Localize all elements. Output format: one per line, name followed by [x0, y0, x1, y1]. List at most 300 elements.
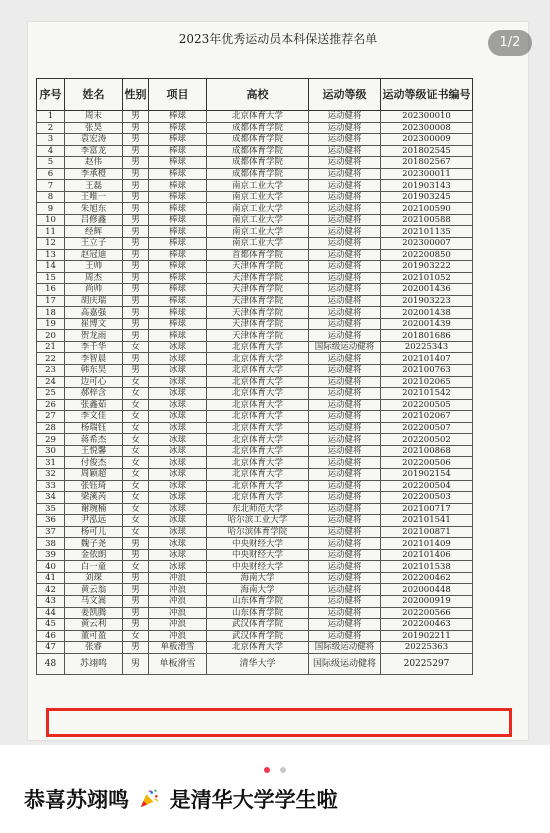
- cell: 中央财经大学: [207, 561, 309, 573]
- cell: 冰球: [149, 376, 207, 388]
- cell: 男: [123, 134, 149, 146]
- cell: 蒋希杰: [65, 434, 123, 446]
- highlight-box: [46, 708, 512, 737]
- cell: 202200503: [381, 492, 473, 504]
- cell: 李千华: [65, 341, 123, 353]
- cell: 棒球: [149, 214, 207, 226]
- cell: 运动健将: [309, 480, 381, 492]
- cell: 北京体育大学: [207, 353, 309, 365]
- cell: 冰球: [149, 411, 207, 423]
- cell: 冰球: [149, 526, 207, 538]
- cell: 27: [37, 411, 65, 423]
- cell: 运动健将: [309, 261, 381, 273]
- cell: 冰球: [149, 341, 207, 353]
- cell: 44: [37, 607, 65, 619]
- header-certificate: 运动等级证书编号: [381, 79, 473, 111]
- cell: 201802567: [381, 157, 473, 169]
- cell: 男: [123, 203, 149, 215]
- table-row: [37, 595, 473, 607]
- cell: 女: [123, 388, 149, 400]
- cell: 202200463: [381, 619, 473, 631]
- cell: 棒球: [149, 168, 207, 180]
- cell: 男: [123, 572, 149, 584]
- cell: 运动健将: [309, 318, 381, 330]
- cell: 李承橙: [65, 168, 123, 180]
- cell: 45: [37, 619, 65, 631]
- table-row: [37, 526, 473, 538]
- cell: 运动健将: [309, 607, 381, 619]
- cell: 7: [37, 180, 65, 192]
- cell: 41: [37, 572, 65, 584]
- cell: 运动健将: [309, 388, 381, 400]
- cell: 201903143: [381, 180, 473, 192]
- cell: 冲浪: [149, 619, 207, 631]
- cell: 运动健将: [309, 330, 381, 342]
- cell: 胡庆瑞: [65, 295, 123, 307]
- cell: 运动健将: [309, 191, 381, 203]
- cell: 42: [37, 584, 65, 596]
- table-row: [37, 411, 473, 423]
- cell: 202100590: [381, 203, 473, 215]
- cell: 男: [123, 353, 149, 365]
- cell: 31: [37, 457, 65, 469]
- cell: 男: [123, 168, 149, 180]
- cell: 李智晨: [65, 353, 123, 365]
- cell: 刘琛: [65, 572, 123, 584]
- cell: 男: [123, 538, 149, 550]
- cell: 梁溪芮: [65, 492, 123, 504]
- cell: 男: [123, 145, 149, 157]
- cell: 哈尔滨体育学院: [207, 526, 309, 538]
- cell: 22: [37, 353, 65, 365]
- cell: 11: [37, 226, 65, 238]
- cell: 南京工业大学: [207, 180, 309, 192]
- cell: 杨可儿: [65, 526, 123, 538]
- carousel-dot-2[interactable]: [280, 767, 286, 773]
- table-row: [37, 434, 473, 446]
- cell: 运动健将: [309, 134, 381, 146]
- cell: 30: [37, 445, 65, 457]
- cell: 冰球: [149, 353, 207, 365]
- cell: 山东体育学院: [207, 607, 309, 619]
- table-row: [37, 203, 473, 215]
- cell: 张睿: [65, 642, 123, 654]
- table-row: [37, 330, 473, 342]
- table-row: [37, 238, 473, 250]
- table-row: [37, 214, 473, 226]
- cell: 天津体育学院: [207, 307, 309, 319]
- cell: 女: [123, 630, 149, 642]
- cell: 运动健将: [309, 226, 381, 238]
- table-row: [37, 111, 473, 123]
- cell: 棒球: [149, 249, 207, 261]
- cell: 20225363: [381, 642, 473, 654]
- cell: 202200507: [381, 422, 473, 434]
- cell: 202200506: [381, 457, 473, 469]
- cell: 冰球: [149, 434, 207, 446]
- cell: 202001436: [381, 284, 473, 296]
- cell: 运动健将: [309, 399, 381, 411]
- cell: 姜凯腾: [65, 607, 123, 619]
- table-row: [37, 284, 473, 296]
- cell: 运动健将: [309, 111, 381, 123]
- cell: 周颖超: [65, 468, 123, 480]
- cell: 单板滑雪: [149, 653, 207, 674]
- cell: 202001439: [381, 318, 473, 330]
- cell: 男: [123, 157, 149, 169]
- table-row: [37, 468, 473, 480]
- cell: 冰球: [149, 561, 207, 573]
- cell: 202300009: [381, 134, 473, 146]
- cell: 201902211: [381, 630, 473, 642]
- cell: 白一童: [65, 561, 123, 573]
- cell: 202300008: [381, 122, 473, 134]
- table-row: [37, 515, 473, 527]
- cell: 棒球: [149, 295, 207, 307]
- cell: 运动健将: [309, 122, 381, 134]
- cell: 李文佳: [65, 411, 123, 423]
- page-indicator: 1/2: [488, 30, 532, 56]
- cell: 棒球: [149, 157, 207, 169]
- document-title: 2023年优秀运动员本科保送推荐名单: [178, 32, 378, 46]
- cell: 成都体育学院: [207, 157, 309, 169]
- cell: 男: [123, 653, 149, 674]
- cell: 尚帅: [65, 284, 123, 296]
- nominee-table: [36, 78, 473, 675]
- cell: 海南大学: [207, 584, 309, 596]
- cell: 26: [37, 399, 65, 411]
- cell: 女: [123, 468, 149, 480]
- cell: 冰球: [149, 445, 207, 457]
- table-row: [37, 549, 473, 561]
- cell: 冰球: [149, 457, 207, 469]
- cell: 男: [123, 619, 149, 631]
- cell: 中央财经大学: [207, 538, 309, 550]
- cell: 北京体育大学: [207, 341, 309, 353]
- cell: 北京体育大学: [207, 365, 309, 377]
- cell: 冰球: [149, 538, 207, 550]
- cell: 周末: [65, 111, 123, 123]
- cell: 北京体育大学: [207, 492, 309, 504]
- cell: 董可盈: [65, 630, 123, 642]
- cell: 9: [37, 203, 65, 215]
- cell: 35: [37, 503, 65, 515]
- cell: 棒球: [149, 111, 207, 123]
- cell: 23: [37, 365, 65, 377]
- cell: 202101542: [381, 388, 473, 400]
- cell: 13: [37, 249, 65, 261]
- cell: 女: [123, 445, 149, 457]
- table-row: [37, 422, 473, 434]
- caption-text-start: 恭喜苏翊鸣: [24, 788, 129, 812]
- post-caption: [24, 784, 338, 814]
- cell: 16: [37, 284, 65, 296]
- cell: 冰球: [149, 503, 207, 515]
- cell: 运动健将: [309, 168, 381, 180]
- cell: 棒球: [149, 180, 207, 192]
- cell: 运动健将: [309, 434, 381, 446]
- cell: 202102067: [381, 411, 473, 423]
- cell: 10: [37, 214, 65, 226]
- table-row: [37, 318, 473, 330]
- cell: 天津体育学院: [207, 330, 309, 342]
- cell: 运动健将: [309, 214, 381, 226]
- cell: 33: [37, 480, 65, 492]
- cell: 20225343: [381, 341, 473, 353]
- cell: 运动健将: [309, 549, 381, 561]
- cell: 女: [123, 399, 149, 411]
- cell: 女: [123, 422, 149, 434]
- cell: 高嘉强: [65, 307, 123, 319]
- cell: 尹泓远: [65, 515, 123, 527]
- cell: 北京体育大学: [207, 411, 309, 423]
- cell: 天津体育学院: [207, 272, 309, 284]
- cell: 南京工业大学: [207, 226, 309, 238]
- table-row: [37, 376, 473, 388]
- cell: 杨瑞钰: [65, 422, 123, 434]
- cell: 韩东昊: [65, 365, 123, 377]
- cell: 棒球: [149, 307, 207, 319]
- cell: 男: [123, 249, 149, 261]
- cell: 南京工业大学: [207, 203, 309, 215]
- cell: 202100868: [381, 445, 473, 457]
- cell: 武汉体育学院: [207, 619, 309, 631]
- cell: 运动健将: [309, 468, 381, 480]
- cell: 21: [37, 341, 65, 353]
- cell: 202300010: [381, 111, 473, 123]
- table-row: [37, 341, 473, 353]
- cell: 202200505: [381, 399, 473, 411]
- cell: 棒球: [149, 318, 207, 330]
- cell: 贺龙雨: [65, 330, 123, 342]
- cell: 男: [123, 607, 149, 619]
- cell: 北京体育大学: [207, 445, 309, 457]
- cell: 北京体育大学: [207, 468, 309, 480]
- table-row: [37, 295, 473, 307]
- table-row: [37, 168, 473, 180]
- header-seq: 序号: [37, 79, 65, 111]
- cell: 201903222: [381, 261, 473, 273]
- table-row: [37, 538, 473, 550]
- cell: 男: [123, 295, 149, 307]
- cell: 天津体育学院: [207, 261, 309, 273]
- cell: 运动健将: [309, 445, 381, 457]
- cell: 天津体育学院: [207, 295, 309, 307]
- cell: 棒球: [149, 284, 207, 296]
- cell: 女: [123, 526, 149, 538]
- cell: 边可心: [65, 376, 123, 388]
- table-row: [37, 607, 473, 619]
- cell: 成都体育学院: [207, 122, 309, 134]
- cell: 赵伟: [65, 157, 123, 169]
- cell: 运动健将: [309, 526, 381, 538]
- cell: 王唯一: [65, 191, 123, 203]
- cell: 20: [37, 330, 65, 342]
- cell: 王立子: [65, 238, 123, 250]
- table-row: [37, 619, 473, 631]
- cell: 运动健将: [309, 457, 381, 469]
- carousel-dot-1[interactable]: [264, 767, 270, 773]
- cell: 男: [123, 318, 149, 330]
- cell: 男: [123, 284, 149, 296]
- cell: 北京体育大学: [207, 399, 309, 411]
- table-row: [37, 307, 473, 319]
- cell: 男: [123, 111, 149, 123]
- cell: 运动健将: [309, 295, 381, 307]
- cell: 运动健将: [309, 411, 381, 423]
- table-row: [37, 572, 473, 584]
- carousel-dots[interactable]: [0, 758, 550, 777]
- table-row: [37, 630, 473, 642]
- cell: 付俊杰: [65, 457, 123, 469]
- cell: 18: [37, 307, 65, 319]
- cell: 袁宏涛: [65, 134, 123, 146]
- cell: 男: [123, 584, 149, 596]
- cell: 男: [123, 226, 149, 238]
- cell: 运动健将: [309, 365, 381, 377]
- cell: 国际级运动健将: [309, 653, 381, 674]
- cell: 202101406: [381, 549, 473, 561]
- table-row: [37, 642, 473, 654]
- cell: 运动健将: [309, 353, 381, 365]
- table-row: [37, 480, 473, 492]
- header-name: 姓名: [65, 79, 123, 111]
- cell: 运动健将: [309, 307, 381, 319]
- cell: 女: [123, 515, 149, 527]
- cell: 男: [123, 642, 149, 654]
- cell: 北京体育大学: [207, 642, 309, 654]
- cell: 201802545: [381, 145, 473, 157]
- cell: 运动健将: [309, 584, 381, 596]
- cell: 王悦馨: [65, 445, 123, 457]
- cell: 24: [37, 376, 65, 388]
- table-row: [37, 561, 473, 573]
- cell: 南京工业大学: [207, 191, 309, 203]
- cell: 女: [123, 457, 149, 469]
- cell: 38: [37, 538, 65, 550]
- cell: 天津体育学院: [207, 284, 309, 296]
- cell: 北京体育大学: [207, 422, 309, 434]
- cell: 201903245: [381, 191, 473, 203]
- table-row: [37, 180, 473, 192]
- cell: 5: [37, 157, 65, 169]
- table-row: [37, 122, 473, 134]
- cell: 6: [37, 168, 65, 180]
- cell: 吕修鑫: [65, 214, 123, 226]
- cell: 男: [123, 307, 149, 319]
- cell: 202100588: [381, 214, 473, 226]
- cell: 棒球: [149, 203, 207, 215]
- cell: 国际级运动健将: [309, 341, 381, 353]
- cell: 39: [37, 549, 65, 561]
- cell: 国际级运动健将: [309, 642, 381, 654]
- cell: 17: [37, 295, 65, 307]
- cell: 202200850: [381, 249, 473, 261]
- cell: 张钰琦: [65, 480, 123, 492]
- cell: 棒球: [149, 261, 207, 273]
- table-header-row: [37, 79, 473, 111]
- table-row: [37, 445, 473, 457]
- cell: 中央财经大学: [207, 549, 309, 561]
- cell: 37: [37, 526, 65, 538]
- cell: 运动健将: [309, 249, 381, 261]
- cell: 14: [37, 261, 65, 273]
- cell: 36: [37, 515, 65, 527]
- cell: 经辉: [65, 226, 123, 238]
- cell: 黄云利: [65, 619, 123, 631]
- cell: 202300007: [381, 238, 473, 250]
- cell: 冰球: [149, 365, 207, 377]
- cell: 202101135: [381, 226, 473, 238]
- cell: 202200502: [381, 434, 473, 446]
- cell: 202100763: [381, 365, 473, 377]
- header-university: 高校: [207, 79, 309, 111]
- cell: 202200566: [381, 607, 473, 619]
- table-row: [37, 492, 473, 504]
- cell: 棒球: [149, 226, 207, 238]
- cell: 冲浪: [149, 595, 207, 607]
- cell: 女: [123, 503, 149, 515]
- cell: 201801686: [381, 330, 473, 342]
- cell: 男: [123, 180, 149, 192]
- cell: 周杰: [65, 272, 123, 284]
- cell: 1: [37, 111, 65, 123]
- cell: 运动健将: [309, 515, 381, 527]
- cell: 男: [123, 191, 149, 203]
- cell: 202101541: [381, 515, 473, 527]
- cell: 202300011: [381, 168, 473, 180]
- cell: 成都体育学院: [207, 145, 309, 157]
- cell: 成都体育学院: [207, 134, 309, 146]
- cell: 运动健将: [309, 538, 381, 550]
- cell: 首都体育学院: [207, 249, 309, 261]
- cell: 男: [123, 261, 149, 273]
- cell: 运动健将: [309, 422, 381, 434]
- cell: 张昊: [65, 122, 123, 134]
- cell: 南京工业大学: [207, 214, 309, 226]
- cell: 冲浪: [149, 572, 207, 584]
- cell: 棒球: [149, 330, 207, 342]
- header-gender: 性别: [123, 79, 149, 111]
- cell: 男: [123, 122, 149, 134]
- cell: 运动健将: [309, 145, 381, 157]
- cell: 北京体育大学: [207, 376, 309, 388]
- table-row: [37, 191, 473, 203]
- table-row: [37, 249, 473, 261]
- cell: 马文嵩: [65, 595, 123, 607]
- cell: 女: [123, 411, 149, 423]
- caption-text-end: 是清华大学学生啦: [169, 788, 338, 812]
- table-row: [37, 365, 473, 377]
- table-row: [37, 226, 473, 238]
- cell: 34: [37, 492, 65, 504]
- cell: 冰球: [149, 468, 207, 480]
- cell: 202101407: [381, 353, 473, 365]
- cell: 黄云翁: [65, 584, 123, 596]
- cell: 运动健将: [309, 572, 381, 584]
- cell: 清华大学: [207, 653, 309, 674]
- cell: 魏子尧: [65, 538, 123, 550]
- cell: 冰球: [149, 492, 207, 504]
- cell: 冲浪: [149, 607, 207, 619]
- cell: 棒球: [149, 272, 207, 284]
- cell: 北京体育大学: [207, 457, 309, 469]
- cell: 冲浪: [149, 630, 207, 642]
- cell: 48: [37, 653, 65, 674]
- cell: 运动健将: [309, 272, 381, 284]
- cell: 棒球: [149, 191, 207, 203]
- cell: 运动健将: [309, 238, 381, 250]
